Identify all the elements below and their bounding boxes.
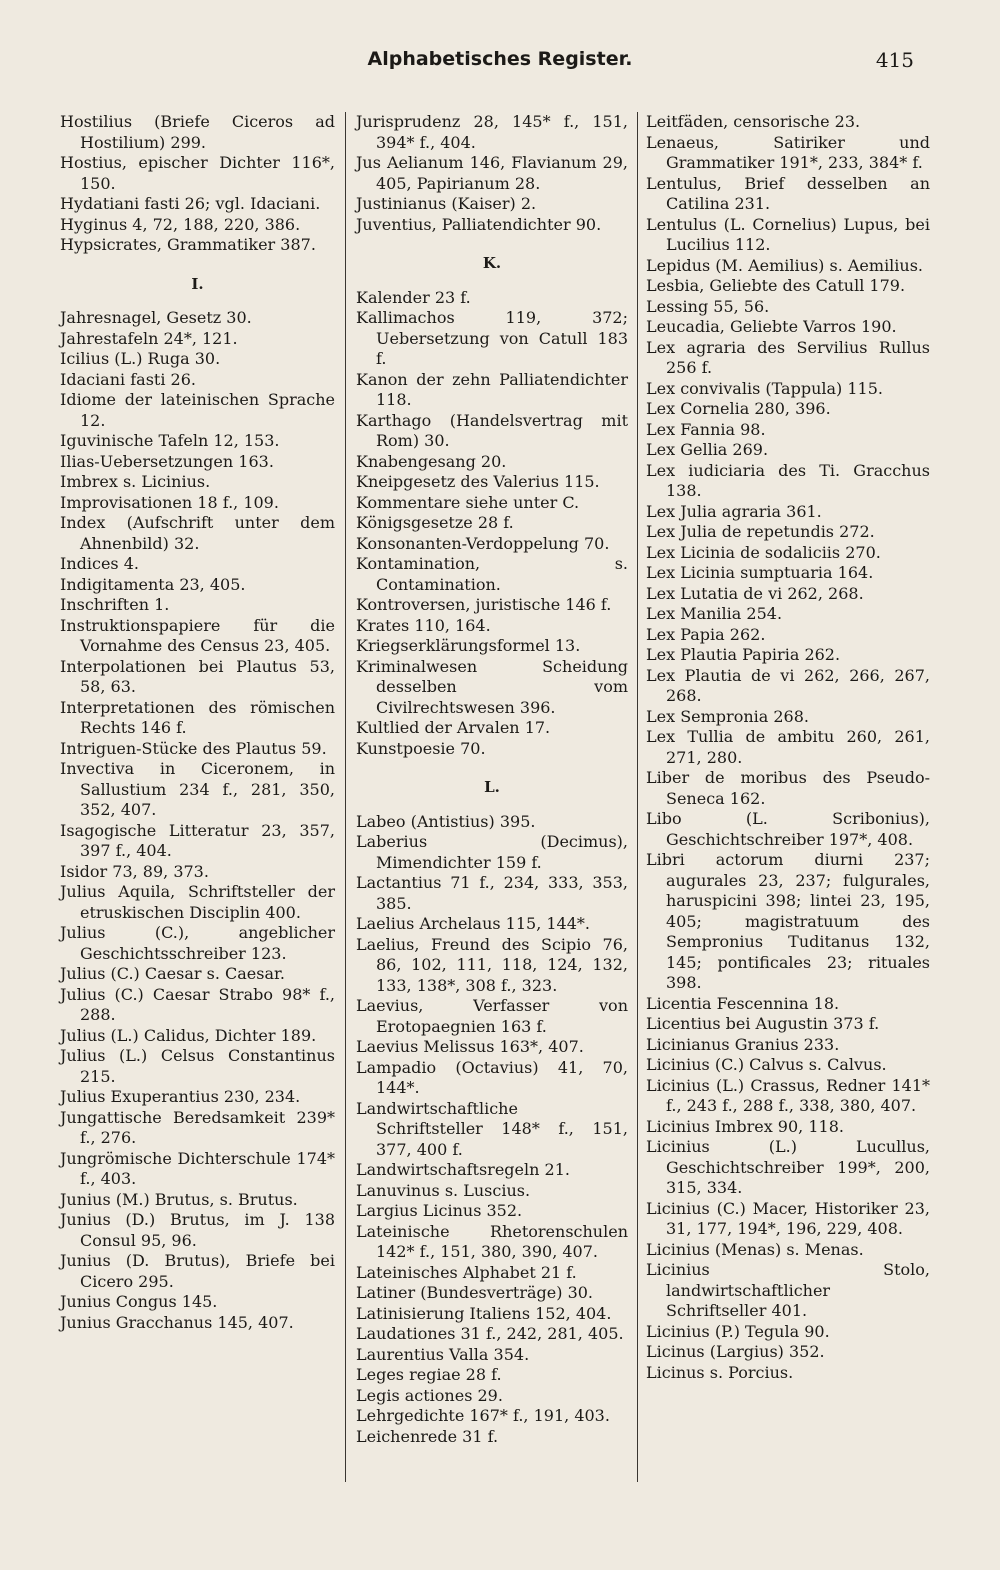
index-entry: Libo (L. Scribonius), Geschichtschreiber 197*, 408. [646,809,930,849]
index-entry: Interpretationen des römischen Rechts 146 f. [60,697,335,737]
index-entry: Leichenrede 31 f. [356,1426,499,1446]
index-entry: Licinius (C.) Calvus s. Calvus. [646,1055,887,1074]
index-entry: Licinius Stolo, landwirtschaftlicher Schriftseller 401. [646,1260,930,1320]
index-column-2 [356,112,628,1447]
index-entry: Iguvinische Tafeln 12, 153. [60,431,280,450]
index-columns [60,112,930,1492]
index-entry: Lex iudiciaria des Ti. Gracchus 138. [646,460,930,500]
index-entry: Lex Manilia 254. [646,604,783,623]
running-title: Alphabetisches Register. [367,48,633,70]
index-entry: Lex Julia agraria 361. [646,501,822,521]
index-entry: Junius Gracchanus 145, 407. [60,1312,294,1332]
index-entry: Instruktionspapiere für die Vornahme des Census 23, 405. [60,615,335,655]
index-entry: Laudationes 31 f., 242, 281, 405. [356,1324,624,1343]
index-entry: Kommentare siehe unter C. [356,492,580,512]
index-entry: Lex Plautia Papiria 262. [646,645,841,664]
index-entry: Lentulus (L. Cornelius) Lupus, bei Lucilius 112. [646,214,930,254]
index-entry: Lex Lutatia de vi 262, 268. [646,583,864,603]
page-number: 415 [875,48,914,72]
index-entry: Largius Licinus 352. [356,1201,523,1220]
index-entry: Idaciani fasti 26. [60,369,196,389]
index-entry: Lateinisches Alphabet 21 f. [356,1262,577,1282]
index-entry: Liber de moribus des Pseudo-Seneca 162. [646,768,930,808]
index-entry: Kontroversen, juristische 146 f. [356,595,612,614]
index-entry: Karthago (Handelsvertrag mit Rom) 30. [356,410,628,450]
index-entry: Lenaeus, Satiriker und Grammatiker 191*, 233, 384* f. [646,132,930,172]
index-entry: Knabengesang 20. [356,451,507,471]
index-entry: Labeo (Antistius) 395. [356,811,536,831]
index-entry: Kanon der zehn Palliatendichter 118. [356,369,628,409]
index-entry: Hydatiani fasti 26; vgl. Idaciani. [60,194,321,213]
index-entry: Kriminalwesen Scheidung desselben vom Civilrechtswesen 396. [356,656,628,717]
index-entry: Isidor 73, 89, 373. [60,861,209,881]
index-entry: Index (Aufschrift unter dem Ahnenbild) 32. [60,513,335,553]
index-entry: Lessing 55, 56. [646,296,770,316]
index-entry: Junius (D.) Brutus, im J. 138 Consul 95, 96. [60,1210,335,1250]
index-entry: Indigitamenta 23, 405. [60,574,246,594]
index-entry: Hypsicrates, Grammatiker 387. [60,235,316,254]
index-entry: Hostilius (Briefe Ciceros ad Hostilium) 299. [60,112,335,152]
index-entry: Lex agraria des Servilius Rullus 256 f. [646,337,930,377]
index-entry: Landwirtschaftsregeln 21. [356,1160,570,1179]
index-column-1 [60,112,335,1333]
index-entry: Julius (C.) Caesar s. Caesar. [60,964,285,983]
column-divider-2 [637,112,638,1482]
index-entry: Licinius (Menas) s. Menas. [646,1239,864,1259]
index-entry: Lex Plautia de vi 262, 266, 267, 268. [646,665,930,705]
index-entry: Leitfäden, censorische 23. [646,112,861,131]
index-entry: Julius (C.), angeblicher Geschichtsschreiber 123. [60,923,335,963]
index-entry: Kallimachos 119, 372; Uebersetzung von Catull 183 f. [356,308,628,368]
index-entry: Lateinische Rhetorenschulen 142* f., 151, 380, 390, 407. [356,1221,628,1261]
page-header [0,48,1000,80]
section-letter: L. [484,778,500,796]
index-entry: Licinius (C.) Macer, Historiker 23, 31, 177, 194*, 196, 229, 408. [646,1198,930,1238]
index-entry: Lex Gellia 269. [646,440,769,459]
index-entry: Konsonanten-Verdoppelung 70. [356,533,610,553]
index-entry: Licinius Imbrex 90, 118. [646,1116,844,1136]
index-entry: Licinius (L.) Lucullus, Geschichtschreiber 199*, 200, 315, 334. [646,1137,930,1197]
index-entry: Kunstpoesie 70. [356,738,486,758]
index-entry: Lex Tullia de ambitu 260, 261, 271, 280. [646,727,930,767]
index-entry: Jahrestafeln 24*, 121. [60,328,238,348]
index-entry: Jurisprudenz 28, 145* f., 151, 394* f., 404. [356,112,628,152]
section-letter: I. [191,274,204,293]
index-entry: Imbrex s. Licinius. [60,472,211,491]
index-entry: Inschriften 1. [60,595,170,614]
index-entry: Lex convivalis (Tappula) 115. [646,378,883,398]
index-entry: Landwirtschaftliche Schriftsteller 148* f., 151, 377, 400 f. [356,1098,628,1159]
index-entry: Laurentius Valla 354. [356,1344,530,1364]
index-entry: Latiner (Bundesverträge) 30. [356,1283,594,1302]
index-entry: Kalender 23 f. [356,287,471,307]
index-entry: Königsgesetze 28 f. [356,513,514,532]
index-entry: Isagogische Litteratur 23, 357, 397 f., 404. [60,820,335,860]
index-entry: Lex Cornelia 280, 396. [646,399,831,418]
index-entry: Junius (D. Brutus), Briefe bei Cicero 295. [60,1251,335,1291]
index-entry: Laberius (Decimus), Mimendichter 159 f. [356,832,628,872]
index-entry: Lanuvinus s. Luscius. [356,1180,531,1200]
column-divider-1 [345,112,346,1482]
index-entry: Julius (C.) Caesar Strabo 98* f., 288. [60,984,335,1024]
index-entry: Leges regiae 28 f. [356,1365,502,1384]
index-entry: Lex Sempronia 268. [646,706,809,726]
index-entry: Julius (L.) Celsus Constantinus 215. [60,1046,335,1086]
index-entry: Junius (M.) Brutus, s. Brutus. [60,1189,298,1209]
index-entry: Lex Papia 262. [646,624,766,644]
index-entry: Julius Aquila, Schriftsteller der etruskischen Disciplin 400. [60,882,335,922]
index-entry: Lesbia, Geliebte des Catull 179. [646,276,906,295]
index-entry: Kultlied der Arvalen 17. [356,718,551,737]
index-entry: Jungattische Beredsamkeit 239* f., 276. [60,1107,335,1147]
index-entry: Licinus (Largius) 352. [646,1342,825,1361]
index-entry: Licentia Fescennina 18. [646,993,840,1013]
index-entry: Hostius, epischer Dichter 116*, 150. [60,153,335,193]
index-entry: Julius (L.) Calidus, Dichter 189. [60,1025,317,1045]
index-entry: Laevius, Verfasser von Erotopaegnien 163 f. [356,996,628,1036]
index-entry: Improvisationen 18 f., 109. [60,492,279,512]
index-entry: Libri actorum diurni 237; augurales 23, 237; fulgurales, haruspicini 398; lintei 23, 195, 405; magistratuum des Sempronius Tuditanus 132, 145; pontificales 23; rituales 398. [646,850,930,992]
index-entry: Lactantius 71 f., 234, 333, 353, 385. [356,873,628,913]
index-entry: Intriguen-Stücke des Plautus 59. [60,738,327,758]
index-entry: Justinianus (Kaiser) 2. [356,194,537,213]
index-entry: Kontamination, s. Contamination. [356,554,628,594]
index-entry: Legis actiones 29. [356,1385,503,1405]
index-entry: Lex Julia de repetundis 272. [646,522,875,541]
index-entry: Licinus s. Porcius. [646,1362,794,1382]
index-entry: Junius Congus 145. [60,1292,218,1311]
index-entry: Invectiva in Ciceronem, in Sallustium 234 f., 281, 350, 352, 407. [60,759,335,819]
index-entry: Indices 4. [60,554,139,573]
index-entry: Latinisierung Italiens 152, 404. [356,1303,612,1323]
index-entry: Julius Exuperantius 230, 234. [60,1087,301,1106]
index-entry: Licinianus Granius 233. [646,1034,840,1054]
index-entry: Interpolationen bei Plautus 53, 58, 63. [60,656,335,696]
index-entry: Jungrömische Dichterschule 174* f., 403. [60,1148,335,1188]
index-entry: Kneipgesetz des Valerius 115. [356,472,600,491]
index-entry: Leucadia, Geliebte Varros 190. [646,317,897,336]
index-entry: Licentius bei Augustin 373 f. [646,1014,880,1033]
index-entry: Krates 110, 164. [356,615,491,635]
section-letter: K. [482,254,502,272]
index-entry: Kriegserklärungsformel 13. [356,636,581,655]
index-entry: Juventius, Palliatendichter 90. [356,214,602,234]
index-entry: Lex Licinia de sodaliciis 270. [646,542,881,562]
index-entry: Lampadio (Octavius) 41, 70, 144*. [356,1057,628,1097]
index-entry: Lentulus, Brief desselben an Catilina 231. [646,173,930,213]
index-entry: Idiome der lateinischen Sprache 12. [60,390,335,430]
index-entry: Jahresnagel, Gesetz 30. [60,308,252,327]
index-entry: Lehrgedichte 167* f., 191, 403. [356,1406,610,1425]
index-entry: Ilias-Uebersetzungen 163. [60,451,274,471]
index-entry: Laelius Archelaus 115, 144*. [356,914,590,933]
index-entry: Lex Fannia 98. [646,419,766,439]
index-entry: Licinius (L.) Crassus, Redner 141* f., 243 f., 288 f., 338, 380, 407. [646,1075,930,1115]
index-entry: Laevius Melissus 163*, 407. [356,1037,584,1056]
index-entry: Jus Aelianum 146, Flavianum 29, 405, Papirianum 28. [356,153,628,193]
index-entry: Lepidus (M. Aemilius) s. Aemilius. [646,255,924,275]
index-entry: Licinius (P.) Tegula 90. [646,1321,830,1341]
index-entry: Laelius, Freund des Scipio 76, 86, 102, 111, 118, 124, 132, 133, 138*, 308 f., 323. [356,934,628,995]
index-entry: Lex Licinia sumptuaria 164. [646,563,874,582]
index-column-3 [646,112,930,1383]
index-entry: Icilius (L.) Ruga 30. [60,349,221,368]
index-entry: Hyginus 4, 72, 188, 220, 386. [60,214,301,234]
